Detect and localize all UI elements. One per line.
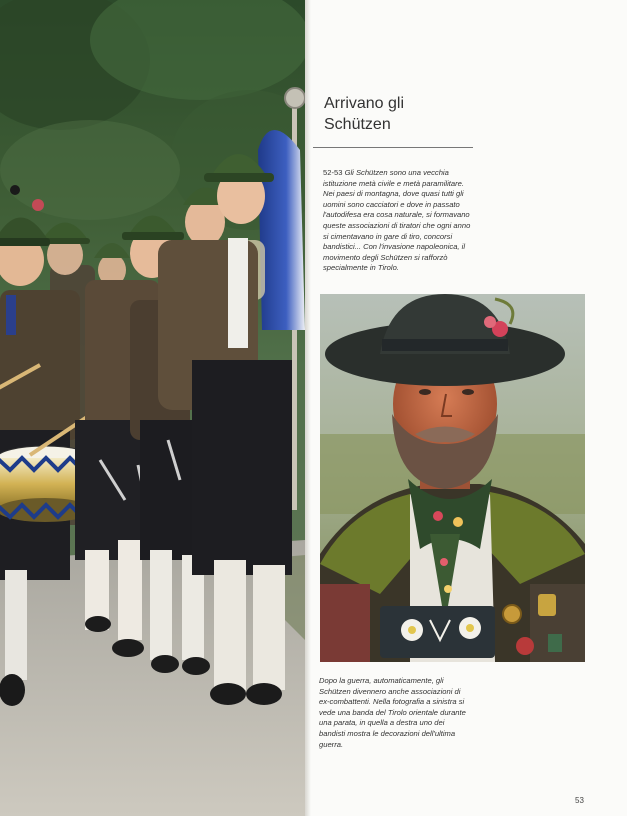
page-number: 53 [575, 796, 584, 805]
photo-caption: Dopo la guerra, automaticamente, gli Schützen divennero anche associazioni di ex-combattenti. Nella fotografia a sinistra si vede una banda del Tirolo orientale durante una parata, in quella a destra uno dei bandisti mostra le decorazioni dell'ultima guerra. [319, 676, 466, 749]
intro-caption-text: Gli Schützen sono una vecchia istituzione metà civile e metà paramilitare. Nei paesi di montagna, dove quasi tutti gli uomini sono cacciatori e dove in passato l'autodifesa era cosa naturale, si formavano queste associazioni di tiratori che ogni anno si cimentavano in gare di tiro, concorsi bandistici... Con l'invasione napoleonica, il movimento degli Schützen si rafforzò specialmente in Tirolo. [323, 168, 471, 273]
intro-caption [323, 168, 475, 274]
article-title [324, 93, 494, 135]
caption-figure-number: 52-53 [323, 168, 343, 177]
title-divider [313, 147, 473, 148]
article-title-line-2: Schützen [324, 116, 391, 133]
page-gutter [305, 0, 311, 816]
article-title-line-1: Arrivano gli [324, 95, 405, 112]
schutze-portrait-photo [320, 294, 585, 662]
marching-band-photo [0, 0, 305, 816]
